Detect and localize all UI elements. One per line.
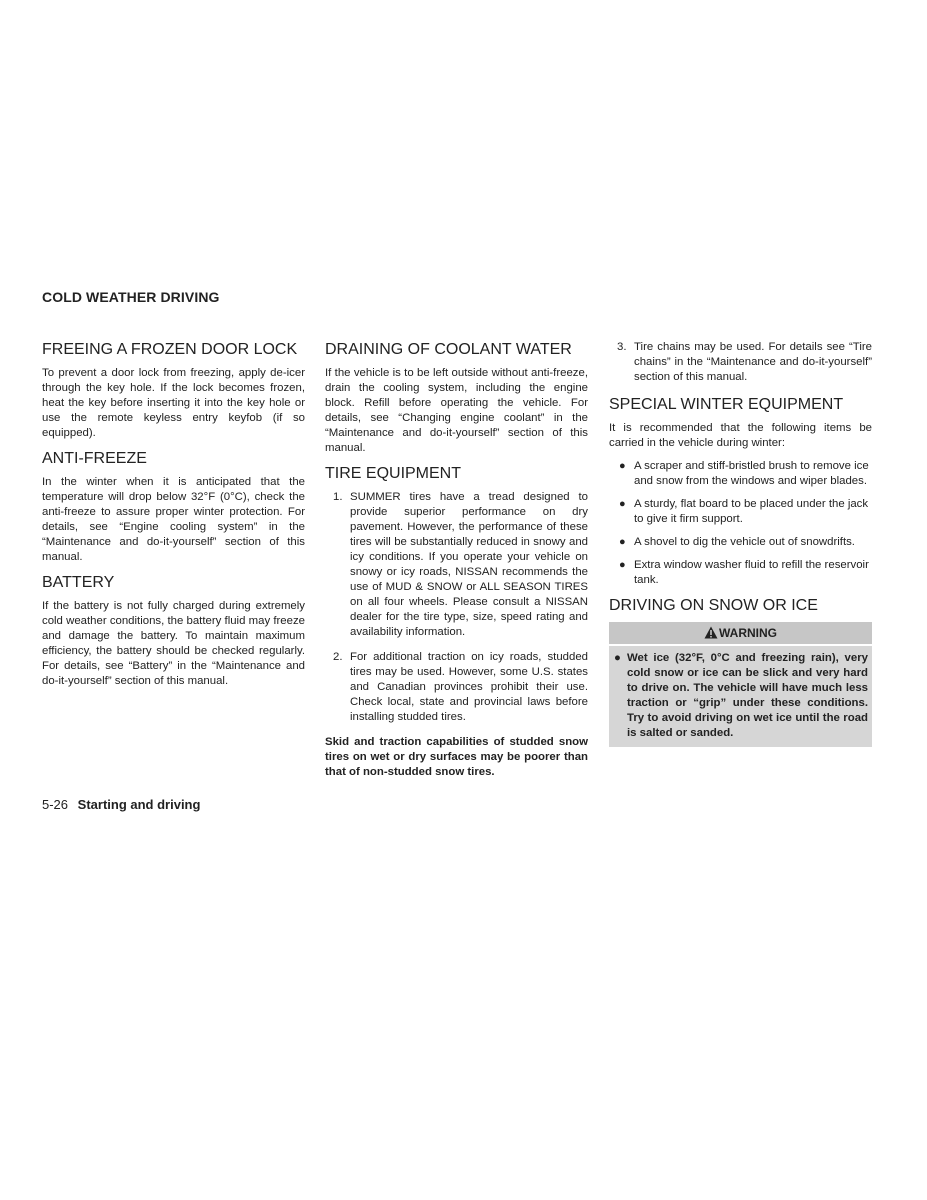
- studded-tire-note: Skid and traction capabilities of studded snow tires on wet or dry surfaces may be poorer than that of non-studded snow tires.: [325, 736, 588, 778]
- column-1: [42, 340, 305, 697]
- list-number: 2.: [333, 651, 343, 663]
- bullet-icon: ●: [619, 559, 626, 571]
- heading-tire-equipment: TIRE EQUIPMENT: [325, 465, 462, 482]
- warning-text: Wet ice (32°F, 0°C and freezing rain), very cold snow or ice can be slick and very hard to drive on. The vehicle will have much less traction or “grip” under these conditions. Try to avoid driving on wet ice until the road is salted or sanded.: [627, 652, 868, 739]
- list-item: [333, 650, 588, 725]
- column-2: [325, 340, 588, 788]
- tire-list-continued: [609, 340, 872, 385]
- warning-box: [609, 622, 872, 747]
- heading-special-winter-equipment: SPECIAL WINTER EQUIPMENT: [609, 396, 844, 413]
- chapter-title: COLD WEATHER DRIVING: [42, 289, 220, 305]
- list-text: Tire chains may be used. For details see “Tire chains” in the “Maintenance and do-it-yourself” section of this manual.: [634, 341, 872, 383]
- list-item: [333, 490, 588, 640]
- page-footer: [42, 797, 200, 812]
- equipment-list: [609, 459, 872, 588]
- heading-freeing-door-lock: FREEING A FROZEN DOOR LOCK: [42, 341, 298, 358]
- section-battery: [42, 573, 305, 689]
- bullet-icon: ●: [619, 536, 626, 548]
- list-item: [617, 459, 872, 489]
- section-draining-coolant: [325, 340, 588, 456]
- bullet-icon: ●: [619, 498, 626, 510]
- list-text: Extra window washer fluid to refill the reservoir tank.: [634, 559, 869, 586]
- list-item: [617, 535, 872, 550]
- list-text: A scraper and stiff-bristled brush to remove ice and snow from the windows and wiper blades.: [634, 460, 869, 487]
- warning-header: [609, 622, 872, 646]
- bullet-icon: ●: [619, 460, 626, 472]
- list-text: SUMMER tires have a tread designed to provide superior performance on dry pavement. However, the performance of these tires will be substantially reduced in snowy and icy conditions. If you operate your vehicle on snowy or icy roads, NISSAN recommends the use of MUD & SNOW or ALL SEASON TIRES on all four wheels. Please consult a NISSAN dealer for the tire type, size, speed rating and availability information.: [350, 491, 588, 638]
- heading-anti-freeze: ANTI-FREEZE: [42, 450, 147, 467]
- warning-content: [609, 646, 872, 741]
- paragraph-freeing-door-lock: To prevent a door lock from freezing, apply de-icer through the key hole. If the lock becomes frozen, heat the key before inserting it into the key hole or use the remote keyless entry keyfob (if so equipped).: [42, 367, 305, 439]
- list-item: [617, 340, 872, 385]
- list-text: A sturdy, flat board to be placed under the jack to give it firm support.: [634, 498, 869, 525]
- column-3: [609, 340, 872, 751]
- section-freeing-door-lock: [42, 340, 305, 441]
- section-anti-freeze: [42, 449, 305, 565]
- heading-driving-snow-ice: DRIVING ON SNOW OR ICE: [609, 597, 818, 614]
- tire-list: [325, 490, 588, 725]
- section-special-winter-equipment: [609, 395, 872, 588]
- bullet-icon: ●: [614, 652, 621, 664]
- section-driving-snow-ice: [609, 596, 872, 747]
- list-item: [617, 558, 872, 588]
- list-text: A shovel to dig the vehicle out of snowdrifts.: [634, 536, 855, 548]
- list-text: For additional traction on icy roads, studded tires may be used. However, some U.S. states and Canadian provinces prohibit their use. Check local, state and provincial laws before installing studded tires.: [350, 651, 588, 723]
- paragraph-draining-coolant: If the vehicle is to be left outside without anti-freeze, drain the cooling system, including the engine block. Refill before operating the vehicle. For details, see “Changing engine coolant” in the “Maintenance and do-it-yourself” section of this manual.: [325, 367, 588, 454]
- list-number: 3.: [617, 341, 627, 353]
- section-tire-equipment: [325, 464, 588, 780]
- paragraph-anti-freeze: In the winter when it is anticipated that the temperature will drop below 32°F (0°C), check the anti-freeze to assure proper winter protection. For details, see “Engine cooling system” in the “Maintenance and do-it-yourself” section of this manual.: [42, 476, 305, 563]
- paragraph-special-intro: It is recommended that the following items be carried in the vehicle during winter:: [609, 422, 872, 449]
- heading-draining-coolant: DRAINING OF COOLANT WATER: [325, 341, 572, 358]
- heading-battery: BATTERY: [42, 574, 115, 591]
- warning-label: WARNING: [719, 626, 777, 640]
- page-number: 5-26: [42, 797, 69, 812]
- list-number: 1.: [333, 491, 343, 503]
- paragraph-battery: If the battery is not fully charged during extremely cold weather conditions, the battery fluid may freeze and damage the battery. To maintain maximum efficiency, the battery should be checked regularly. For details, see “Battery” in the “Maintenance and do-it-yourself” section of this manual.: [42, 600, 305, 687]
- list-item: [617, 497, 872, 527]
- footer-chapter: Starting and driving: [77, 797, 201, 812]
- warning-triangle-icon: [704, 626, 718, 639]
